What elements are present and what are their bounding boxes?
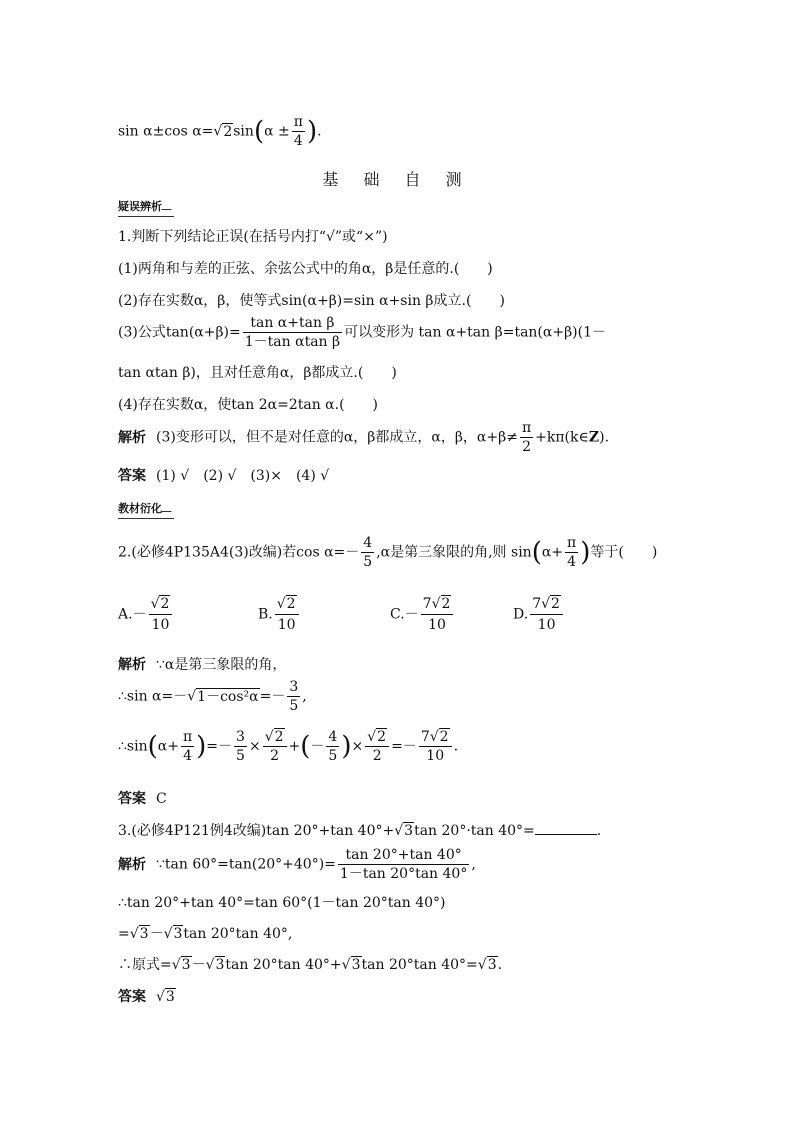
formula-text: sin: [233, 123, 254, 140]
answer-blank[interactable]: [535, 822, 597, 835]
q3-analysis-1: 解析 ∵tan 60°=tan(20°+40°)= $\frac{\tan 20^\circ+\tan 40^\circ}{1-\tan 20^\circ\tan 40^\circ}$ ,: [118, 847, 476, 882]
q2-stem: 2.(必修4P135A4(3)改编)若cos α=－ $\frac{4}{5}$ ,α是第三象限的角,则 sin(α+ $\frac{\pi}{4}$ )等于( ): [118, 535, 658, 570]
option-a[interactable]: A.－ $\frac{√2}{10}$: [118, 596, 174, 633]
answer-value: C: [156, 791, 167, 807]
q1-statement-4: (4)存在实数α，使tan 2α=2tan α.( ): [118, 397, 378, 413]
fraction: $\frac{\text{tan α+tan β}}{\text{1－tan αtan β}}$: [244, 315, 341, 350]
q3-analysis-2: ∴tan 20°+tan 40°=tan 60°(1－tan 20°tan 40°): [118, 895, 446, 911]
q2-answer: [118, 792, 167, 806]
q3-answer: 答案 √3: [118, 989, 175, 1005]
option-b[interactable]: B. $\frac{√2}{10}$: [258, 596, 301, 633]
answer-value: 3: [165, 989, 175, 1005]
option-d[interactable]: D. $\frac{7√2}{10}$: [513, 596, 565, 633]
sqrt-value: 2: [223, 123, 233, 140]
q2-analysis-2: ∴sin α=－√1－cos²α=－ $\frac{3}{5}$ ,: [118, 679, 307, 714]
q1-statement-1: (1)两角和与差的正弦、余弦公式中的角α，β是任意的.( ): [118, 261, 493, 277]
answer-label: 答案: [118, 791, 146, 807]
q1-answer: [118, 469, 329, 483]
analysis-label: 解析: [118, 429, 146, 446]
fraction: $\frac{\pi}{4}$: [293, 114, 303, 149]
analysis-label: 解析: [118, 657, 146, 673]
q3-analysis-4: ∴原式=√3－√3tan 20°tan 40°+√3tan 20°tan 40°=√3.: [118, 957, 503, 973]
fraction: $\frac{\tan 20^\circ+\tan 40^\circ}{1-\tan 20^\circ\tan 40^\circ}$: [339, 847, 468, 882]
q1-statement-3: (3)公式tan(α+β)= $\frac{\text{tan α+tan β}}{\text{1－tan αtan β}}$ 可以变形为 tan α+tan β=tan(α+β)(1－: [118, 315, 607, 350]
fraction: $\frac{4}{5}$: [363, 535, 373, 570]
q1-statement-3-cont: tan αtan β)，且对任意角α，β都成立.( ): [118, 365, 397, 381]
q3-stem: 3.(必修4P121例4改编)tan 20°+tan 40°+√3tan 20°·tan 40°= .: [118, 823, 602, 839]
option-c[interactable]: C.－ $\frac{7√2}{10}$: [390, 596, 455, 633]
analysis-label: 解析: [118, 856, 146, 873]
fraction: $\frac{\pi}{2}$: [521, 420, 532, 455]
answer-label: 答案: [118, 468, 146, 484]
q1-stem: 1.判断下列结论正误(在括号内打“√”或“×”): [118, 229, 388, 245]
q3-analysis-3: =√3－√3tan 20°tan 40°,: [118, 926, 293, 942]
q1-statement-2: (2)存在实数α，β，使等式sin(α+β)=sin α+sin β成立.( ): [118, 293, 505, 309]
q2-analysis-3: ∴sin(α+ $\frac{\pi}{4}$ )=－ $\frac{3}{5}$ × $\frac{√2}{2}$ +(－ $\frac{4}{5}$ )× $\frac{√2}{2}$ =－ $\frac{7√2}{10}$ .: [118, 729, 459, 764]
answer-label: 答案: [118, 989, 146, 1005]
tag-error-analysis: 疑误辨析: [118, 198, 174, 217]
fraction: $\frac{3}{5}$: [289, 679, 299, 714]
answer-value: (1) √ (2) √ (3)× (4) √: [156, 468, 330, 484]
section-title: 基 础 自 测: [322, 170, 472, 189]
q1-analysis: 解析 (3)变形可以，但不是对任意的α，β都成立，α，β，α+β≠ $\frac{\pi}{2}$ +kπ(k∈Z).: [118, 420, 610, 455]
intro-formula: sin α±cos α=√2sin(α ± $\frac{\pi}{4}$ ).: [118, 114, 322, 149]
fraction: $\frac{\pi}{4}$: [567, 535, 577, 570]
formula-text: α ±: [264, 123, 290, 140]
tag-textbook: 教材衍化: [118, 500, 174, 519]
q2-analysis-1: 解析 ∵α是第三象限的角，: [118, 657, 287, 673]
formula-text: sin α±cos α=: [118, 123, 214, 140]
